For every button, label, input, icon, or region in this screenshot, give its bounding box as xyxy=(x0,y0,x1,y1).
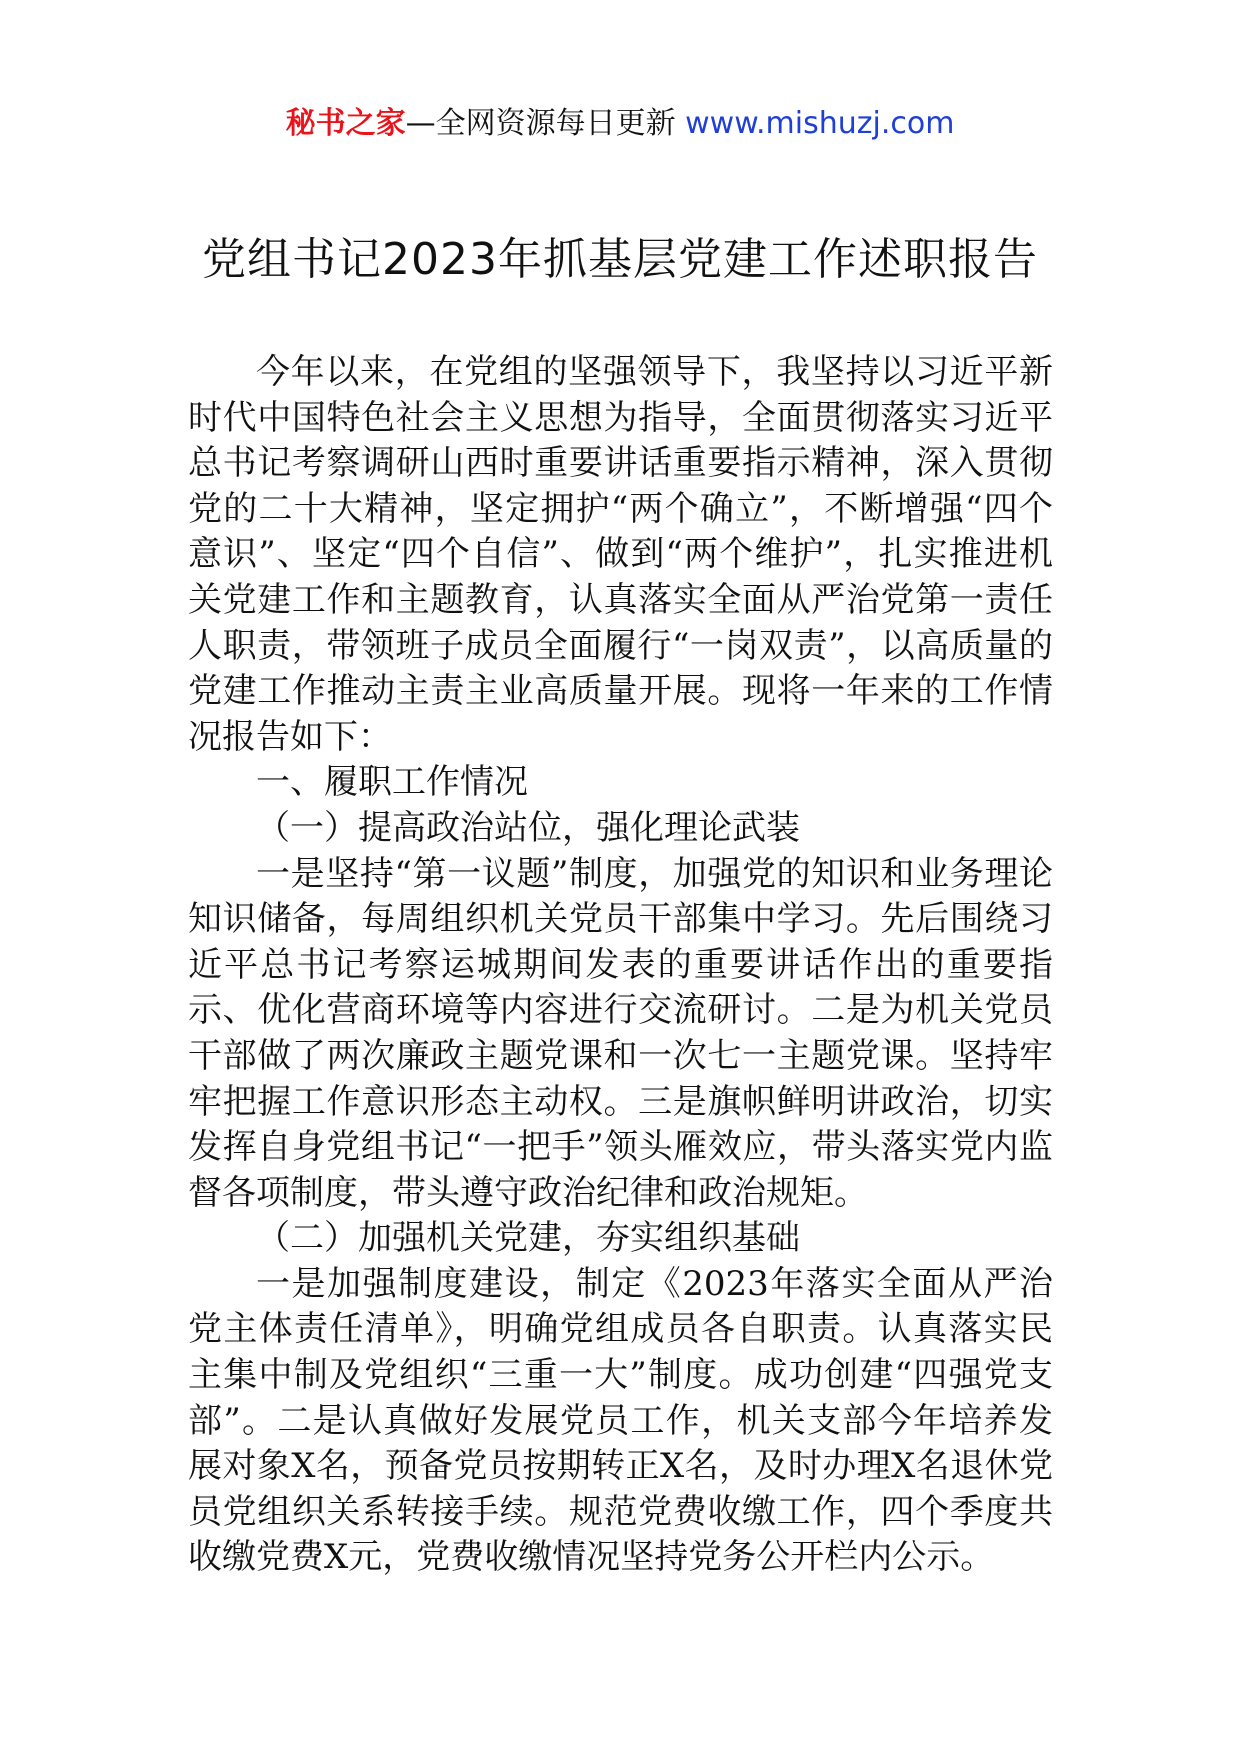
subsection-2-paragraph: 一是加强制度建设，制定《2023年落实全面从严治党主体责任清单》，明确党组成员各自职责。认真落实民主集中制及党组织“三重一大”制度。成功创建“四强党支部”。二是认真做好发展党员工作，机关支部今年培养发展对象X名，预备党员按期转正X名，及时办理X名退休党员党组织关系转接手续。规范党费收缴工作，四个季度共收缴党费X元，党费收缴情况坚持党务公开栏内公示。 xyxy=(188,1263,1053,1578)
intro-paragraph: 今年以来，在党组的坚强领导下，我坚持以习近平新时代中国特色社会主义思想为指导，全面贯彻落实习近平总书记考察调研山西时重要讲话重要指示精神，深入贯彻党的二十大精神，坚定拥护“两个确立”，不断增强“四个意识”、坚定“四个自信”、做到“两个维护”，扎实推进机关党建工作和主题教育，认真落实全面从严治党第一责任人职责，带领班子成员全面履行“一岗双责”，以高质量的党建工作推动主责主业高质量开展。现将一年来的工作情况报告如下： xyxy=(188,352,1053,757)
section-heading-1: 一、履职工作情况 xyxy=(256,762,528,803)
site-brand: 秘书之家 xyxy=(285,106,406,141)
site-tagline: —全网资源每日更新 xyxy=(405,106,676,141)
site-header xyxy=(0,104,1240,144)
subsection-heading-2: （二）加强机关党建，夯实组织基础 xyxy=(256,1218,800,1259)
subsection-heading-1: （一）提高政治站位，强化理论武装 xyxy=(256,807,800,848)
subsection-1-paragraph: 一是坚持“第一议题”制度，加强党的知识和业务理论知识储备，每周组织机关党员干部集中学习。先后围绕习近平总书记考察运城期间发表的重要讲话作出的重要指示、优化营商环境等内容进行交流研讨。二是为机关党员干部做了两次廉政主题党课和一次七一主题党课。坚持牢牢把握工作意识形态主动权。三是旗帜鲜明讲政治，切实发挥自身党组书记“一把手”领头雁效应，带头落实党内监督各项制度，带头遵守政治纪律和政治规矩。 xyxy=(188,853,1053,1213)
document-title: 党组书记2023年抓基层党建工作述职报告 xyxy=(202,234,1038,285)
site-url-link[interactable]: www.mishuzj.com xyxy=(685,106,955,141)
document-body xyxy=(188,350,1053,1581)
